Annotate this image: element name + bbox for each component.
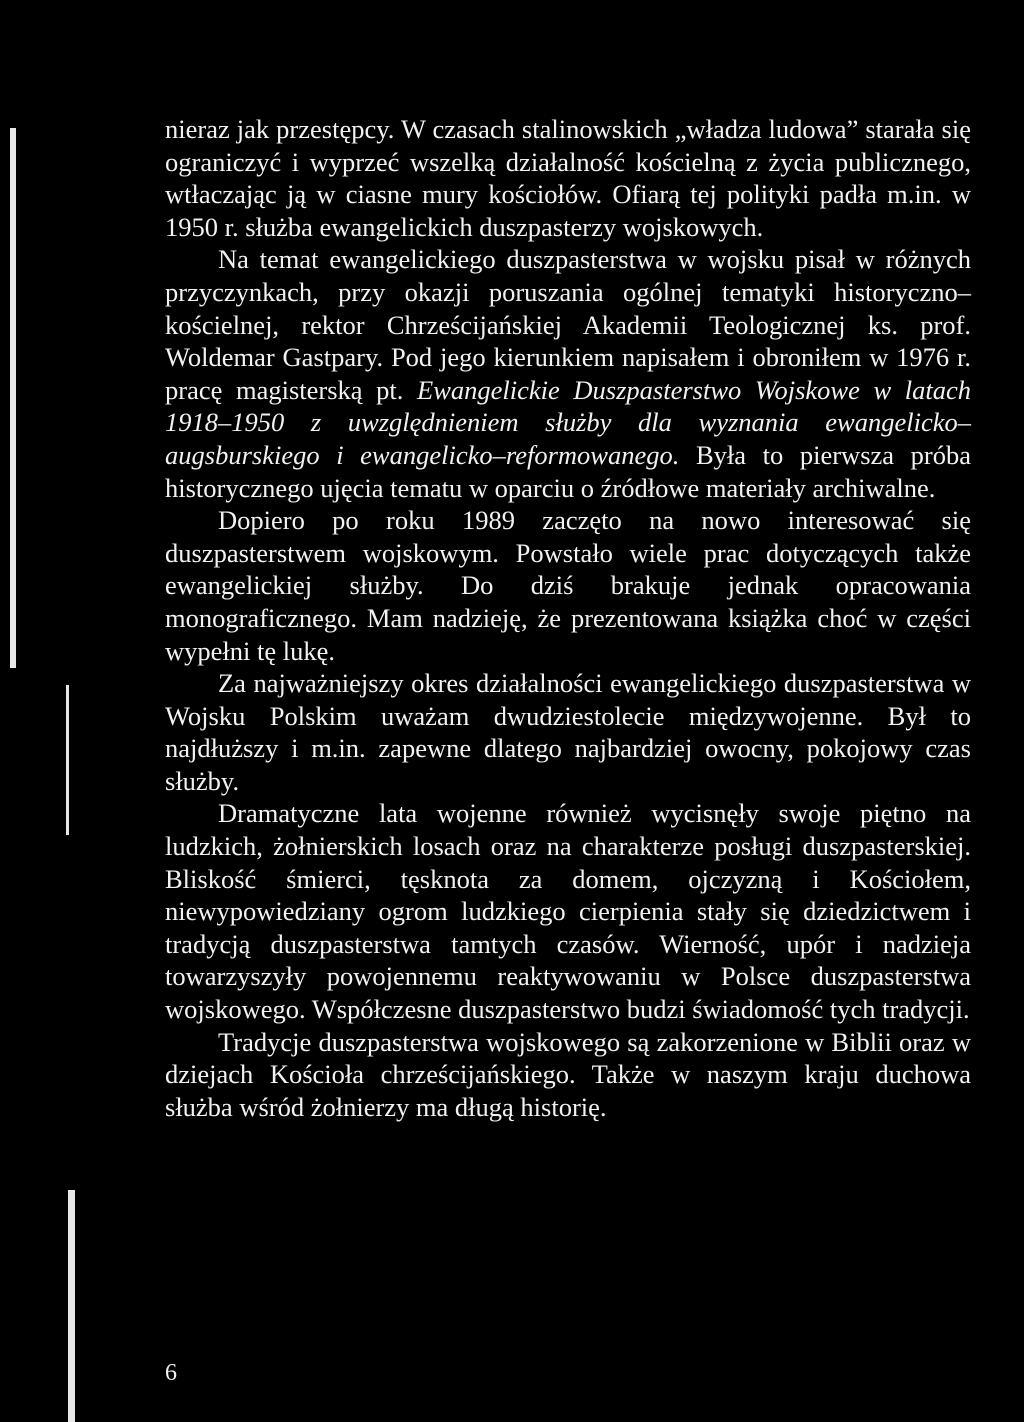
paragraph-2-after: Była to pierwsza próba historycznego ujęcia tematu w oparciu o źródłowe materiały archiwalne. [165,439,971,503]
paragraph-3: Dopiero po roku 1989 zaczęto na nowo interesować się duszpasterstwem wojskowym. Powstało wiele prac dotyczących także ewangelickiej służby. Do dziś brakuje jednak opracowania monograficznego. Mam nadzieję, że prezentowana książka choć w części wypełni tę lukę. [165,505,971,666]
scan-edge-mark-middle [66,685,69,835]
paragraph-1: nieraz jak przestępcy. W czasach stalinowskich „władza ludowa” starała się ograniczyć i wyprzeć wszelką działalność kościelną z życia publicznego, wtłaczając ją w ciasne mury kościołów. Ofiarą tej polityki padła m.in. w 1950 r. służba ewangelickich duszpasterzy wojskowych. [165,114,971,242]
thesis-title: Ewangelickie Duszpasterstwo Wojskowe w latach 1918–1950 z uwzględnieniem służby dla wyznania ewangelicko–augsburskiego i ewangelicko–reformowanego. [165,374,972,470]
paragraph-6: Tradycje duszpasterstwa wojskowego są zakorzenione w Biblii oraz w dziejach Kościoła chrześcijańskiego. Także w naszym kraju duchowa służba wśród żołnierzy ma długą historię. [165,1026,971,1122]
page-number: 6 [165,1360,177,1386]
paragraph-5: Dramatyczne lata wojenne również wycisnęły swoje piętno na ludzkich, żołnierskich losach oraz na charakterze posługi duszpasterskiej. Bliskość śmierci, tęsknota za domem, ojczyzną i Kościołem, niewypowiedziany ogrom ludzkiego cierpienia stały się dziedzictwem i tradycją duszpasterstwa tamtych czasów. Wierność, upór i nadzieja towarzyszyły powojennemu reaktywowaniu w Polsce duszpasterstwa wojskowego. Współczesne duszpasterstwo budzi świadomość tych tradycji. [165,798,971,1025]
scan-edge-mark-bottom [68,1190,75,1422]
paragraph-2-before: Na temat ewangelickiego duszpasterstwa w wojsku pisał w różnych przyczynkach, przy okazji poruszania ogólnej tematyki historyczno–kościelnej, rektor Chrześcijańskiej Akademii Teologicznej ks. prof. Woldemar Gastpary. Pod jego kierunkiem napisałem i obroniłem w 1976 r. pracę magisterską pt. [165,244,971,405]
paragraph-4: Za najważniejszy okres działalności ewangelickiego duszpasterstwa w Wojsku Polskim uważam dwudziestolecie międzywojenne. Był to najdłuższy i m.in. zapewne dlatego najbardziej owocny, pokojowy czas służby. [165,668,971,796]
scan-edge-mark-top [10,128,16,668]
paragraph-2 [165,243,971,504]
body-text [165,113,971,1123]
